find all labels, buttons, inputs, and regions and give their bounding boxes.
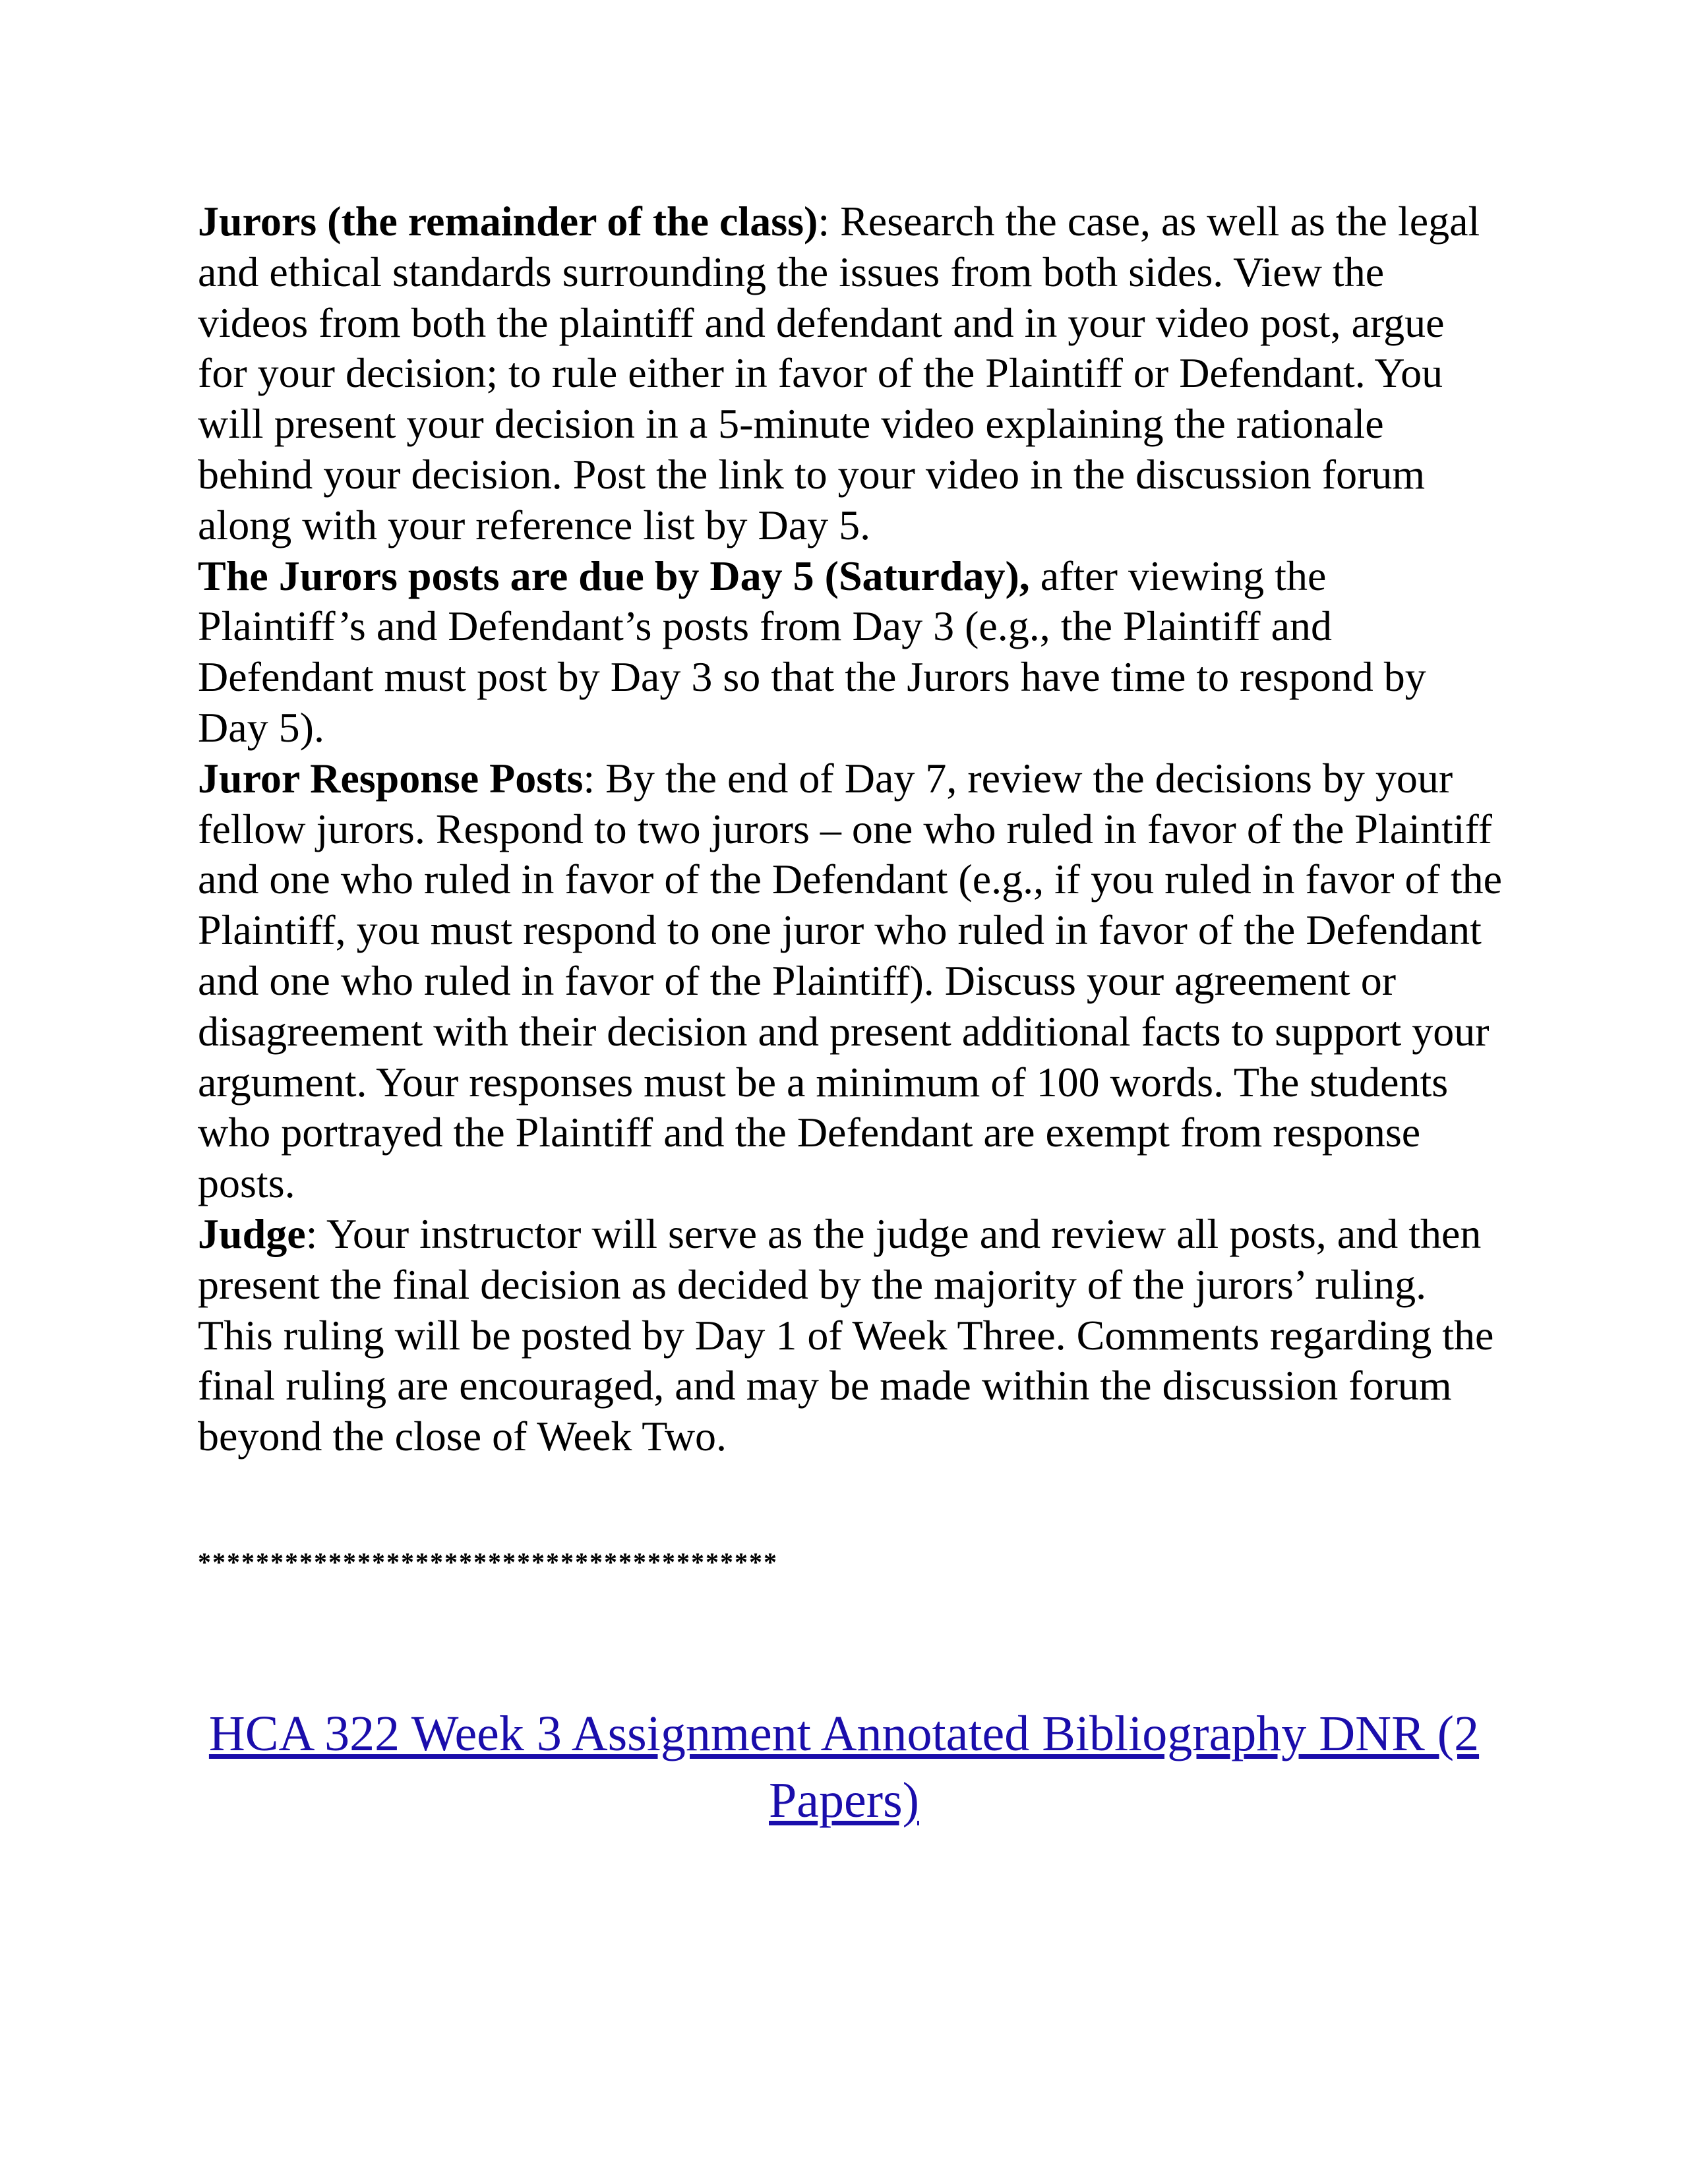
- due-date-text: after viewing the Plaintiff’s and Defendant’s posts from Day 3 (e.g., the Plaintiff and Defendant must post by Day 3 so that the Jurors have time to respond by Day 5).: [198, 552, 1426, 751]
- juror-response-heading: Juror Response Posts: [198, 754, 584, 802]
- juror-response-text: : By the end of Day 7, review the decisions by your fellow jurors. Respond to two jurors – one who ruled in favor of the Plaintiff and one who ruled in favor of the Defendant (e.g., if you ruled in favor of the Plaintiff, you must respond to one juror who ruled in favor of the Defendant and one who ruled in favor of the Plaintiff). Discuss your agreement or disagreement with their decision and present additional facts to support your argument. Your responses must be a minimum of 100 words. The students who portrayed the Plaintiff and the Defendant are exempt from response posts.: [198, 754, 1502, 1207]
- judge-heading: Judge: [198, 1210, 306, 1257]
- judge-text: : Your instructor will serve as the judge and review all posts, and then present the final decision as decided by the majority of the jurors’ ruling. This ruling will be posted by Day 1 of Week Three. Comments regarding the final ruling are encouraged, and may be made within the discussion forum beyond the close of Week Two.: [198, 1210, 1494, 1460]
- jurors-text: : Research the case, as well as the legal and ethical standards surrounding the issues from both sides. View the videos from both the plaintiff and defendant and in your video post, argue for your decision; to rule either in favor of the Plaintiff or Defendant. You will present your decision in a 5-minute video explaining the rationale behind your decision. Post the link to your video in the discussion forum along with your reference list by Day 5.: [198, 198, 1480, 548]
- assignment-body: [198, 196, 1503, 1462]
- asterisk-separator: ****************************************: [198, 1547, 778, 1577]
- juror-response-paragraph: [198, 753, 1503, 1209]
- judge-paragraph: [198, 1209, 1503, 1462]
- jurors-paragraph: [198, 196, 1503, 551]
- due-date-paragraph: [198, 551, 1503, 753]
- due-date-heading: The Jurors posts are due by Day 5 (Saturday),: [198, 552, 1030, 599]
- assignment-link[interactable]: HCA 322 Week 3 Assignment Annotated Bibliography DNR (2 Papers): [208, 1706, 1480, 1828]
- assignment-link-container: [185, 1701, 1503, 1834]
- jurors-heading: Jurors (the remainder of the class): [198, 198, 818, 245]
